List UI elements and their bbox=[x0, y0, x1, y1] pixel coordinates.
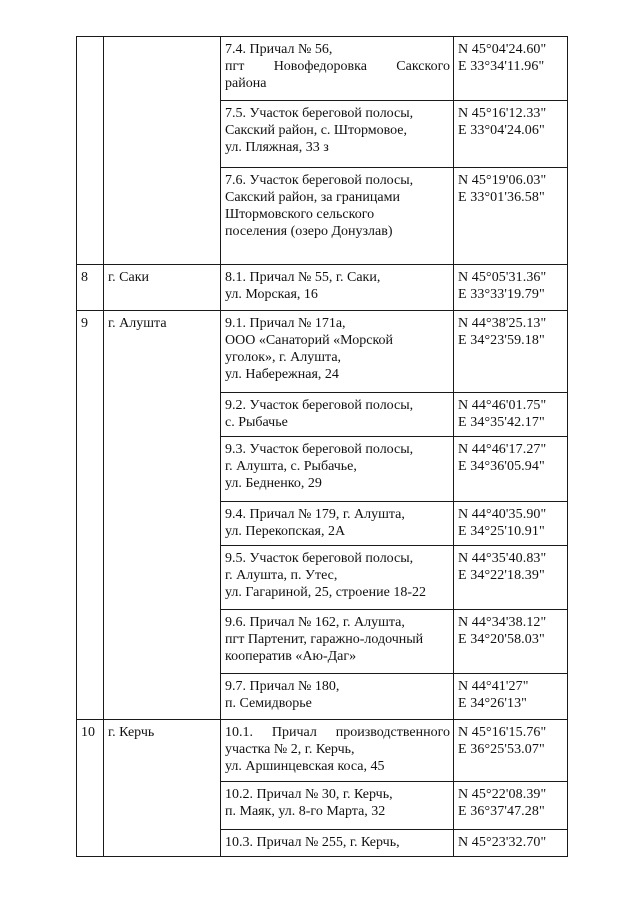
coordinates-cell bbox=[454, 101, 568, 168]
longitude: E 34°20'58.03" bbox=[458, 632, 545, 647]
latitude: N 44°46'01.75" bbox=[458, 398, 547, 413]
coordinates-cell bbox=[454, 168, 568, 265]
place-line: 9.3. Участок береговой полосы, bbox=[225, 442, 414, 457]
row-number-cell: 9 bbox=[77, 311, 104, 720]
place-line: 10.3. Причал № 255, г. Керчь, bbox=[225, 835, 400, 850]
table-row bbox=[77, 265, 568, 311]
longitude: E 33°04'24.06" bbox=[458, 123, 545, 138]
place-line: с. Рыбачье bbox=[225, 415, 288, 430]
table-row bbox=[77, 37, 568, 101]
row-number-cell bbox=[77, 37, 104, 265]
latitude: N 44°46'17.27" bbox=[458, 442, 547, 457]
place-word: 10.1. bbox=[225, 725, 253, 740]
place-line: 7.6. Участок береговой полосы, bbox=[225, 173, 414, 188]
place-cell bbox=[221, 393, 454, 437]
place-line: 7.5. Участок береговой полосы, bbox=[225, 106, 414, 121]
place-line: Сакский район, за границами bbox=[225, 190, 400, 205]
longitude: E 33°34'11.96" bbox=[458, 59, 545, 74]
place-cell bbox=[221, 37, 454, 101]
place-word: Новофедоровка bbox=[273, 59, 367, 74]
coordinates-cell bbox=[454, 502, 568, 546]
place-cell bbox=[221, 168, 454, 265]
coordinates-cell bbox=[454, 437, 568, 502]
place-line: участка № 2, г. Керчь, bbox=[225, 742, 355, 757]
row-number-cell: 8 bbox=[77, 265, 104, 311]
coordinates-cell bbox=[454, 37, 568, 101]
longitude: E 33°01'36.58" bbox=[458, 190, 545, 205]
place-cell bbox=[221, 720, 454, 782]
longitude: E 34°23'59.18" bbox=[458, 333, 545, 348]
city-cell: г. Саки bbox=[104, 265, 221, 311]
place-cell bbox=[221, 830, 454, 857]
place-line: ул. Перекопская, 2А bbox=[225, 524, 346, 539]
place-line: ул. Гагариной, 25, строение 18-22 bbox=[225, 585, 427, 600]
coordinates-cell bbox=[454, 546, 568, 610]
place-cell bbox=[221, 546, 454, 610]
latitude: N 45°04'24.60" bbox=[458, 42, 547, 57]
city-cell: г. Алушта bbox=[104, 311, 221, 720]
city-cell: г. Керчь bbox=[104, 720, 221, 857]
coordinates-cell bbox=[454, 830, 568, 857]
berths-table bbox=[76, 36, 568, 857]
longitude: E 36°25'53.07" bbox=[458, 742, 545, 757]
table-row bbox=[77, 311, 568, 393]
place-line: уголок», г. Алушта, bbox=[225, 350, 342, 365]
place-line bbox=[225, 58, 450, 75]
longitude: E 33°33'19.79" bbox=[458, 287, 545, 302]
place-line: района bbox=[225, 76, 267, 91]
place-line: 9.4. Причал № 179, г. Алушта, bbox=[225, 507, 405, 522]
latitude: N 45°22'08.39" bbox=[458, 787, 547, 802]
place-word: производственного bbox=[335, 725, 450, 740]
latitude: N 45°23'32.70" bbox=[458, 835, 547, 850]
place-cell bbox=[221, 782, 454, 830]
place-cell bbox=[221, 674, 454, 720]
place-line: 7.4. Причал № 56, bbox=[225, 42, 333, 57]
latitude: N 44°34'38.12" bbox=[458, 615, 547, 630]
coordinates-cell bbox=[454, 782, 568, 830]
coordinates-cell bbox=[454, 311, 568, 393]
table-row bbox=[77, 720, 568, 782]
place-line: 9.6. Причал № 162, г. Алушта, bbox=[225, 615, 405, 630]
coordinates-cell bbox=[454, 265, 568, 311]
place-cell bbox=[221, 502, 454, 546]
place-line: Сакский район, с. Штормовое, bbox=[225, 123, 408, 138]
place-cell bbox=[221, 311, 454, 393]
city-cell bbox=[104, 37, 221, 265]
place-line: 9.7. Причал № 180, bbox=[225, 679, 340, 694]
row-number-cell: 10 bbox=[77, 720, 104, 857]
place-line: г. Алушта, с. Рыбачье, bbox=[225, 459, 357, 474]
place-line: ул. Пляжная, 33 з bbox=[225, 140, 329, 155]
place-word: Причал bbox=[271, 725, 317, 740]
longitude: E 34°22'18.39" bbox=[458, 568, 545, 583]
place-line: кооператив «Аю-Даг» bbox=[225, 649, 357, 664]
longitude: E 36°37'47.28" bbox=[458, 804, 545, 819]
latitude: N 45°16'12.33" bbox=[458, 106, 547, 121]
latitude: N 44°38'25.13" bbox=[458, 316, 547, 331]
place-line: п. Семидворье bbox=[225, 696, 312, 711]
latitude: N 44°40'35.90" bbox=[458, 507, 547, 522]
place-line: пгт Партенит, гаражно-лодочный bbox=[225, 632, 424, 647]
place-line: 9.2. Участок береговой полосы, bbox=[225, 398, 414, 413]
place-line: поселения (озеро Донузлав) bbox=[225, 224, 393, 239]
place-word: Сакского bbox=[396, 59, 450, 74]
place-cell bbox=[221, 610, 454, 674]
latitude: N 44°41'27" bbox=[458, 679, 529, 694]
longitude: E 34°35'42.17" bbox=[458, 415, 545, 430]
longitude: E 34°26'13" bbox=[458, 696, 527, 711]
latitude: N 45°19'06.03" bbox=[458, 173, 547, 188]
latitude: N 45°16'15.76" bbox=[458, 725, 547, 740]
coordinates-cell bbox=[454, 674, 568, 720]
coordinates-cell bbox=[454, 720, 568, 782]
place-line bbox=[225, 724, 450, 741]
place-word: пгт bbox=[225, 59, 245, 74]
place-line: 10.2. Причал № 30, г. Керчь, bbox=[225, 787, 393, 802]
place-cell bbox=[221, 437, 454, 502]
place-line: 9.5. Участок береговой полосы, bbox=[225, 551, 414, 566]
place-line: ул. Набережная, 24 bbox=[225, 367, 339, 382]
place-line: ул. Морская, 16 bbox=[225, 287, 318, 302]
place-cell bbox=[221, 101, 454, 168]
place-line: ул. Аршинцевская коса, 45 bbox=[225, 759, 385, 774]
place-line: Штормовского сельского bbox=[225, 207, 375, 222]
place-line: 8.1. Причал № 55, г. Саки, bbox=[225, 270, 381, 285]
longitude: E 34°25'10.91" bbox=[458, 524, 545, 539]
place-line: 9.1. Причал № 171а, bbox=[225, 316, 346, 331]
place-line: ул. Бедненко, 29 bbox=[225, 476, 322, 491]
place-cell bbox=[221, 265, 454, 311]
coordinates-cell bbox=[454, 393, 568, 437]
latitude: N 44°35'40.83" bbox=[458, 551, 547, 566]
coordinates-cell bbox=[454, 610, 568, 674]
place-line: п. Маяк, ул. 8-го Марта, 32 bbox=[225, 804, 386, 819]
longitude: E 34°36'05.94" bbox=[458, 459, 545, 474]
place-line: ООО «Санаторий «Морской bbox=[225, 333, 394, 348]
latitude: N 45°05'31.36" bbox=[458, 270, 547, 285]
place-line: г. Алушта, п. Утес, bbox=[225, 568, 338, 583]
